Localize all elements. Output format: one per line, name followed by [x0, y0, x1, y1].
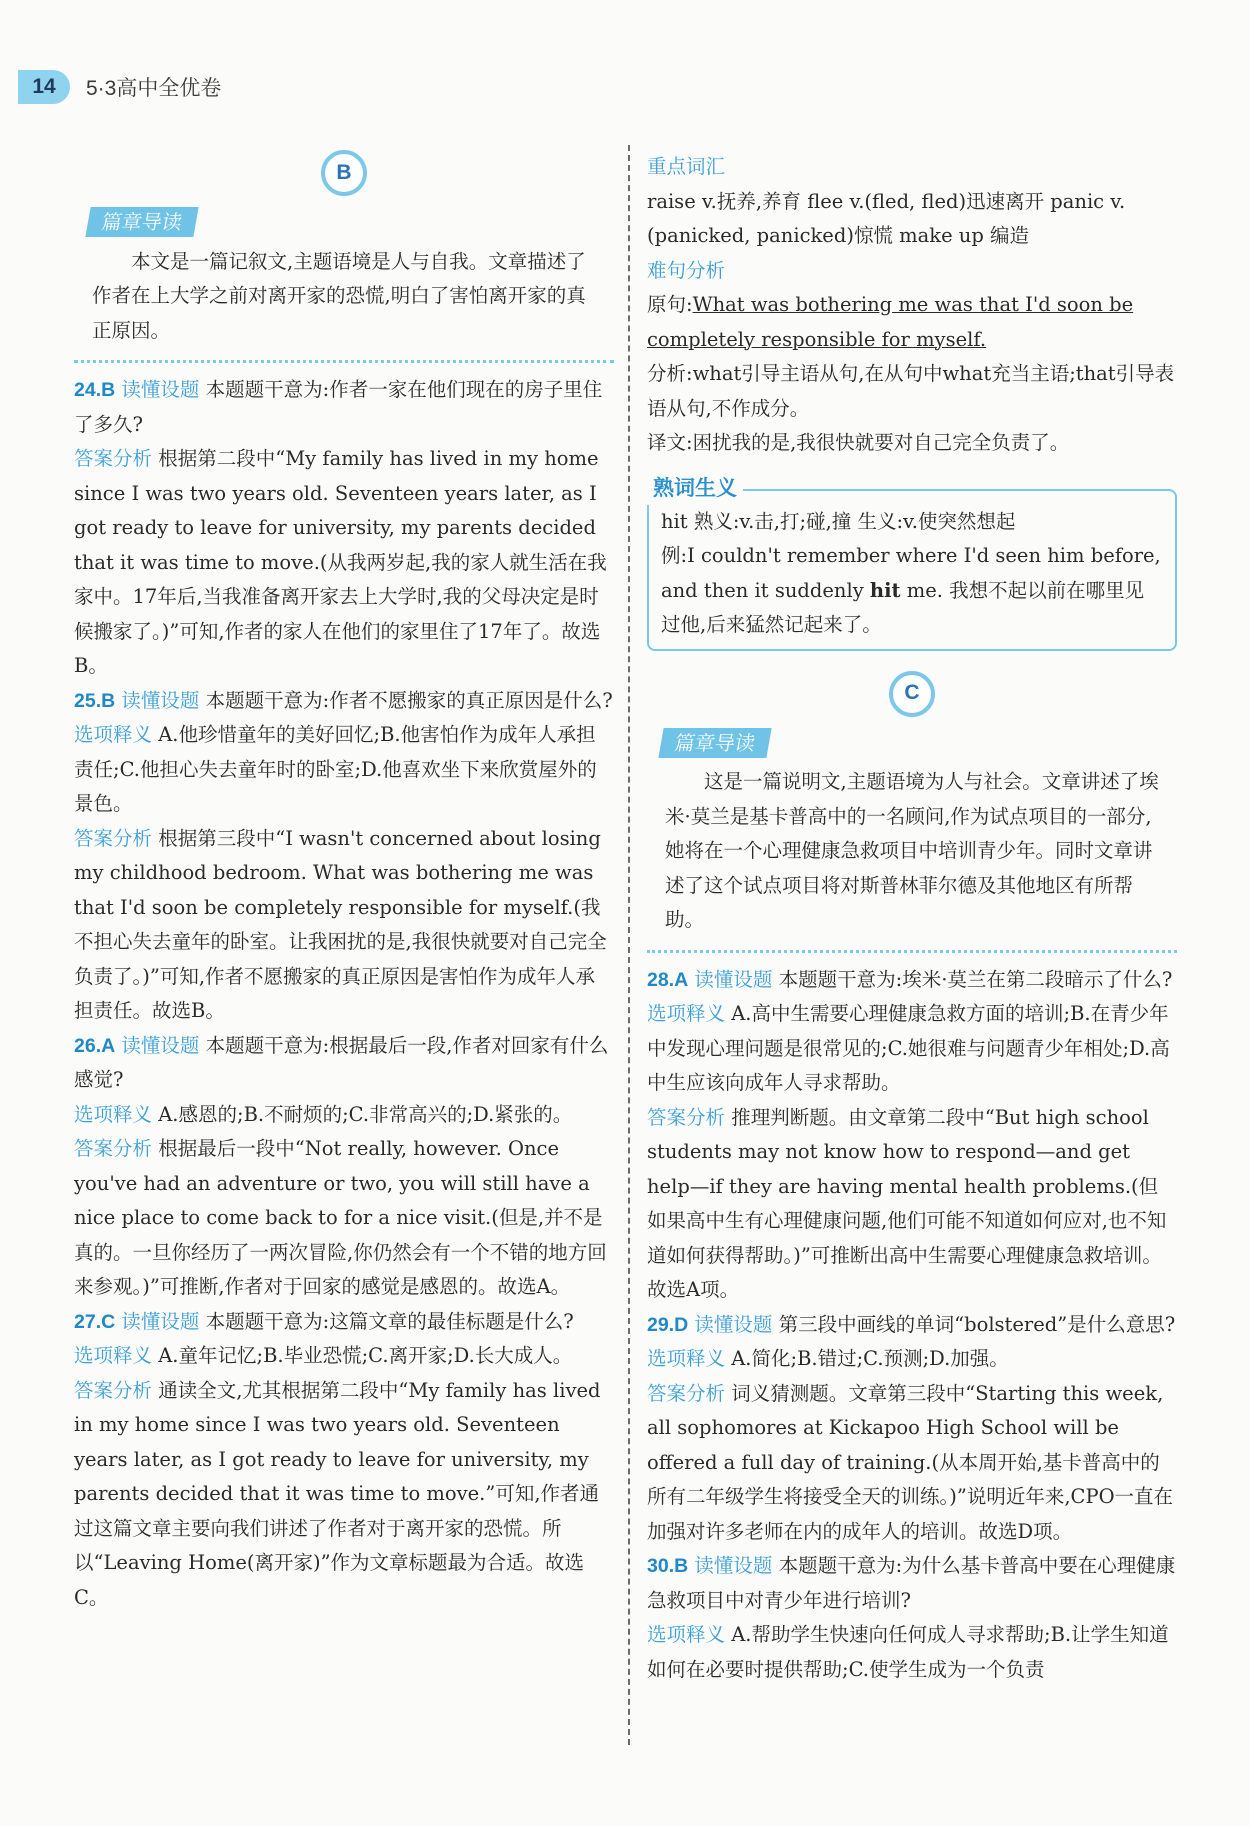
question-stem: 本题题干意为:作者不愿搬家的真正原因是什么?: [205, 688, 613, 712]
options-text: A.他珍惜童年的美好回忆;B.他害怕作为成年人承担责任;C.他担心失去童年时的卧室;D.他喜欢坐下来欣赏屋外的景色。: [74, 723, 597, 815]
options-label: 选项释义: [647, 1623, 726, 1646]
question-item: [647, 1308, 1177, 1550]
original-label: 原句:: [647, 293, 693, 316]
options-text: A.帮助学生快速向任何成人寻求帮助;B.让学生知道如何在必要时提供帮助;C.使学生成为一个负责: [647, 1623, 1169, 1681]
question-number: 26.A: [74, 1034, 116, 1057]
question-stem: 本题题干意为:埃米·莫兰在第二段暗示了什么?: [778, 967, 1173, 991]
options-label: 选项释义: [74, 723, 153, 746]
options-label: 选项释义: [74, 1344, 153, 1367]
column-divider: [628, 145, 630, 1745]
example-pre: 例:I couldn't remember where I'd seen him before, and then it suddenly: [661, 544, 1161, 602]
vocab-title: 重点词汇: [647, 155, 726, 178]
answer-text: 通读全文,尤其根据第二段中“My family has lived in my home since I was two years old. Seventeen years later, as I got ready to leave for university, my parents decided that it was time to move.”可知,作者通过这篇文章主要向我们讲述了作者对于离开家的恐慌。所以“Leaving Home(离开家)”作为文章标题最为合适。故选C。: [74, 1378, 601, 1609]
question-number: 27.C: [74, 1310, 116, 1333]
question-item: [74, 1305, 614, 1616]
vocab-text: raise v.抚养,养育 flee v.(fled, fled)迅速离开 panic v.(panicked, panicked)惊慌 make up 编造: [647, 189, 1126, 247]
question-number: 29.D: [647, 1313, 689, 1336]
question-type: 读懂设题: [121, 1309, 200, 1333]
word-meaning-line: hit 熟义:v.击,打;碰,撞 生义:v.使突然想起: [661, 509, 1016, 533]
answer-text: 根据第三段中“I wasn't concerned about losing my childhood bedroom. What was bothering me was that I'd soon be completely responsible for myself.(我不担心失去童年的卧室。让我困扰的是,我很快就要对自己完全负责了。)”可知,作者不愿搬家的真正原因是害怕作为成年人承担责任。故选B。: [74, 826, 607, 1022]
original-sentence: What was bothering me was that I'd soon be completely responsible for myself.: [647, 293, 1134, 351]
question-type: 读懂设题: [694, 967, 773, 991]
question-type: 读懂设题: [694, 1554, 773, 1577]
word-meaning-title: 熟词生义: [647, 471, 743, 506]
question-type: 读懂设题: [694, 1312, 773, 1336]
answer-label: 答案分析: [74, 447, 153, 470]
question-stem: 本题题干意为:根据最后一段,作者对回家有什么感觉?: [74, 1033, 609, 1091]
question-stem: 第三段中画线的单词“bolstered”是什么意思?: [778, 1312, 1176, 1336]
question-number: 25.B: [74, 689, 116, 712]
answer-text: 推理判断题。由文章第二段中“But high school students may not know how to respond—and get help—if they are having mental health problems.(但如果高中生有心理健康问题,他们可能不知道如何应对,也不知道如何获得帮助。)”可推断出高中生需要心理健康急救培训。故选A项。: [647, 1105, 1167, 1301]
intro-tag: 篇章导读: [658, 728, 771, 758]
answer-text: 根据第二段中“My family has lived in my home since I was two years old. Seventeen years later, as I got ready to leave for university, my parents decided that it was time to move.(从我两岁起,我的家人就生活在我家中。17年后,当我准备离开家去上大学时,我的父母决定是时候搬家了。)”可知,作者的家人在他们的家里住了17年了。故选B。: [74, 447, 607, 677]
options-label: 选项释义: [74, 1102, 153, 1126]
question-item: [74, 684, 614, 1029]
example-post: me. 我想不起以前在哪里见过他,后来猛然记起来了。: [661, 578, 1145, 636]
question-item: [74, 1029, 614, 1305]
answer-label: 答案分析: [74, 1137, 153, 1160]
sentence-analysis: 分析:what引导主语从句,在从句中what充当主语;that引导表语从句,不作成分。: [647, 362, 1175, 420]
intro-block: [647, 727, 1177, 953]
options-text: A.简化;B.错过;C.预测;D.加强。: [731, 1347, 1009, 1370]
difficult-sentence-title: 难句分析: [647, 258, 726, 282]
intro-tag: 篇章导读: [85, 207, 198, 237]
question-type: 读懂设题: [121, 378, 200, 401]
intro-block: [74, 206, 614, 363]
answer-text: 根据最后一段中“Not really, however. Once you've had an adventure or two, you will still have a nice place to come back to for a nice visit.(但是,并不是真的。一旦你经历了一两次冒险,你仍然会有一个不错的地方回来参观。)”可推断,作者对于回家的感觉是感恩的。故选A。: [74, 1137, 607, 1298]
question-type: 读懂设题: [121, 688, 200, 712]
book-title: 5·3高中全优卷: [86, 77, 222, 100]
question-number: 24.B: [74, 379, 116, 401]
intro-text: 本文是一篇记叙文,主题语境是人与自我。文章描述了作者在上大学之前对离开家的恐慌,明白了害怕离开家的真正原因。: [92, 249, 586, 342]
question-stem: 本题题干意为:为什么基卡普高中要在心理健康急救项目中对青少年进行培训?: [647, 1554, 1176, 1612]
question-number: 28.A: [647, 968, 689, 991]
answer-label: 答案分析: [74, 826, 153, 850]
intro-text: 这是一篇说明文,主题语境为人与社会。文章讲述了埃米·莫兰是基卡普高中的一名顾问,作为试点项目的一部分,她将在一个心理健康急救项目中培训青少年。同时文章讲述了这个试点项目将对斯普林菲尔德及其他地区有所帮助。: [665, 770, 1159, 931]
answer-text: 词义猜测题。文章第三段中“Starting this week, all sophomores at Kickapoo High School will be offered a full day of training.(从本周开始,基卡普高中的所有二年级学生将接受全天的训练。)”说明近年来,CPO一直在加强对许多老师在内的成年人的培训。故选D项。: [647, 1381, 1174, 1543]
options-text: A.感恩的;B.不耐烦的;C.非常高兴的;D.紧张的。: [158, 1102, 573, 1126]
question-item: [74, 373, 614, 684]
sentence-translation: 译文:困扰我的是,我很快就要对自己完全负责了。: [647, 431, 1070, 454]
answer-label: 答案分析: [647, 1105, 726, 1129]
answer-label: 答案分析: [647, 1381, 726, 1405]
question-number: 30.B: [647, 1555, 689, 1577]
question-type: 读懂设题: [121, 1033, 200, 1057]
question-stem: 本题题干意为:这篇文章的最佳标题是什么?: [205, 1309, 574, 1333]
question-item: [647, 963, 1177, 1308]
options-label: 选项释义: [647, 1002, 726, 1025]
page-number: 14: [18, 70, 70, 104]
section-badge-b: B: [321, 150, 367, 196]
section-badge-c: C: [889, 671, 935, 717]
answer-label: 答案分析: [74, 1378, 153, 1402]
example-keyword: hit: [869, 578, 901, 602]
question-item: [647, 1549, 1177, 1687]
options-text: A.高中生需要心理健康急救方面的培训;B.在青少年中发现心理问题是很常见的;C.她很难与问题青少年相处;D.高中生应该向成年人寻求帮助。: [647, 1002, 1170, 1094]
options-label: 选项释义: [647, 1347, 726, 1370]
question-stem: 本题题干意为:作者一家在他们现在的房子里住了多久?: [74, 378, 603, 436]
word-meaning-box: [647, 475, 1177, 651]
options-text: A.童年记忆;B.毕业恐慌;C.离开家;D.长大成人。: [158, 1344, 573, 1367]
left-column: [74, 150, 614, 1615]
right-column: [647, 150, 1177, 1687]
